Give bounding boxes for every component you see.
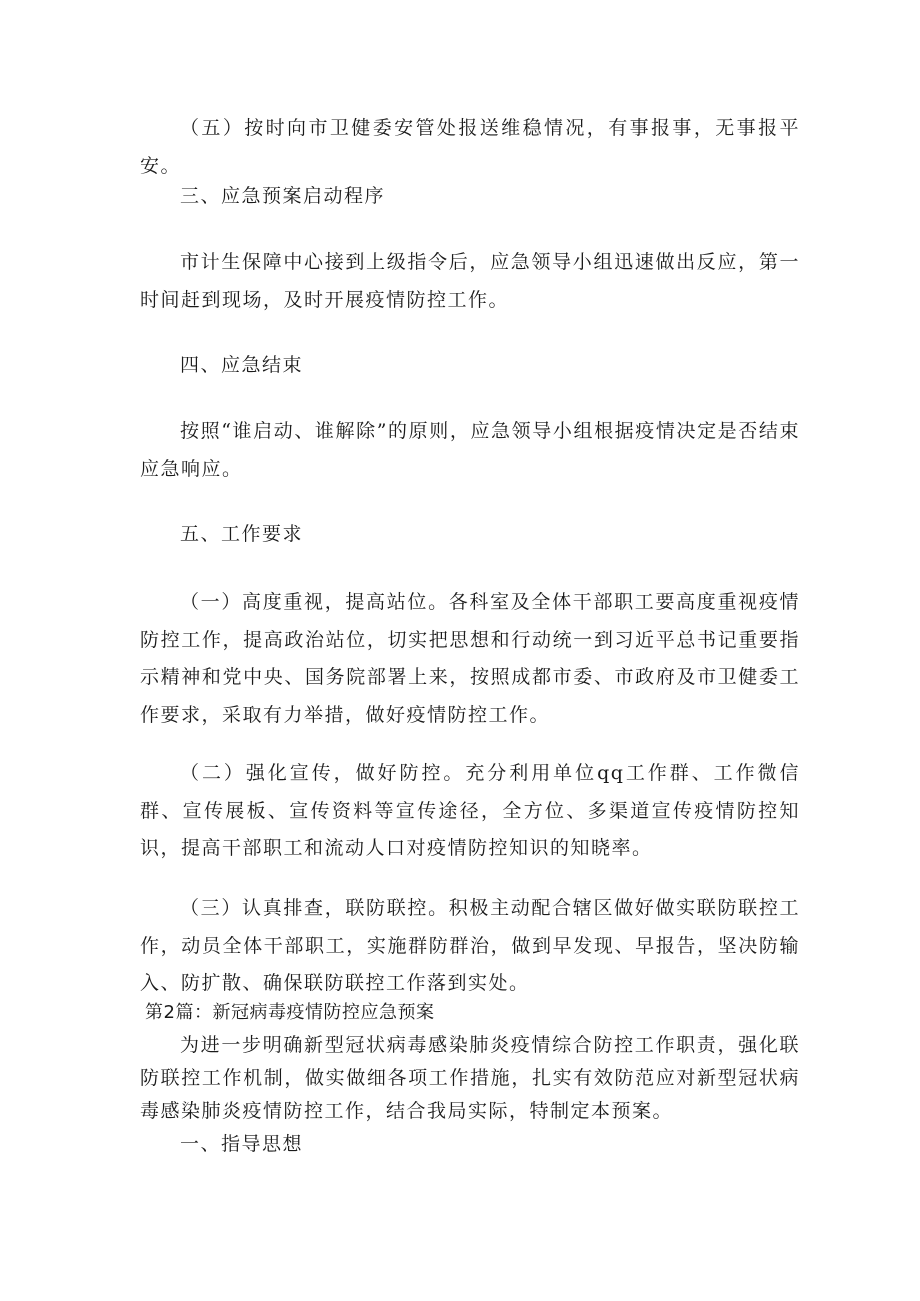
paragraph-5-report: （五）按时向市卫健委安管处报送维稳情况，有事报事，无事报平安。	[140, 117, 800, 177]
chapter-title: 第2篇：新冠病毒疫情防控应急预案	[145, 1002, 435, 1023]
section-heading-3: 三、应急预案启动程序	[180, 185, 386, 207]
section-heading-4: 四、应急结束	[180, 354, 304, 376]
paragraph-requirement-3: （三）认真排查，联防联控。积极主动配合辖区做好做实联防联控工作，动员全体干部职工，实施群防群治，做到早发现、早报告，坚决防输入、防扩散、确保联防联控工作落到实处。	[140, 897, 800, 994]
section-heading-1-guiding: 一、指导思想	[180, 1133, 304, 1155]
paragraph-intro: 为进一步明确新型冠状病毒感染肺炎疫情综合防控工作职责，强化联防联控工作机制，做实做细各项工作措施，扎实有效防范应对新型冠状病毒感染肺炎疫情防控工作，结合我局实际，特制定本预案。	[140, 1034, 800, 1122]
paragraph-requirement-2: （二）强化宣传，做好防控。充分利用单位qq工作群、工作微信群、宣传展板、宣传资料等宣传途径，全方位、多渠道宣传疫情防控知识，提高干部职工和流动人口对疫情防控知识的知晓率。	[140, 762, 800, 859]
paragraph-requirement-1: （一）高度重视，提高站位。各科室及全体干部职工要高度重视疫情防控工作，提高政治站位，切实把思想和行动统一到习近平总书记重要指示精神和党中央、国务院部署上来，按照成都市委、市政府及市卫健委工作要求，采取有力举措，做好疫情防控工作。	[140, 591, 800, 726]
section-heading-5: 五、工作要求	[180, 523, 304, 545]
paragraph-startup-procedure: 市计生保障中心接到上级指令后，应急领导小组迅速做出反应，第一时间赶到现场，及时开展疫情防控工作。	[140, 251, 800, 311]
paragraph-end-of-emergency: 按照“谁启动、谁解除”的原则，应急领导小组根据疫情决定是否结束应急响应。	[140, 420, 800, 480]
